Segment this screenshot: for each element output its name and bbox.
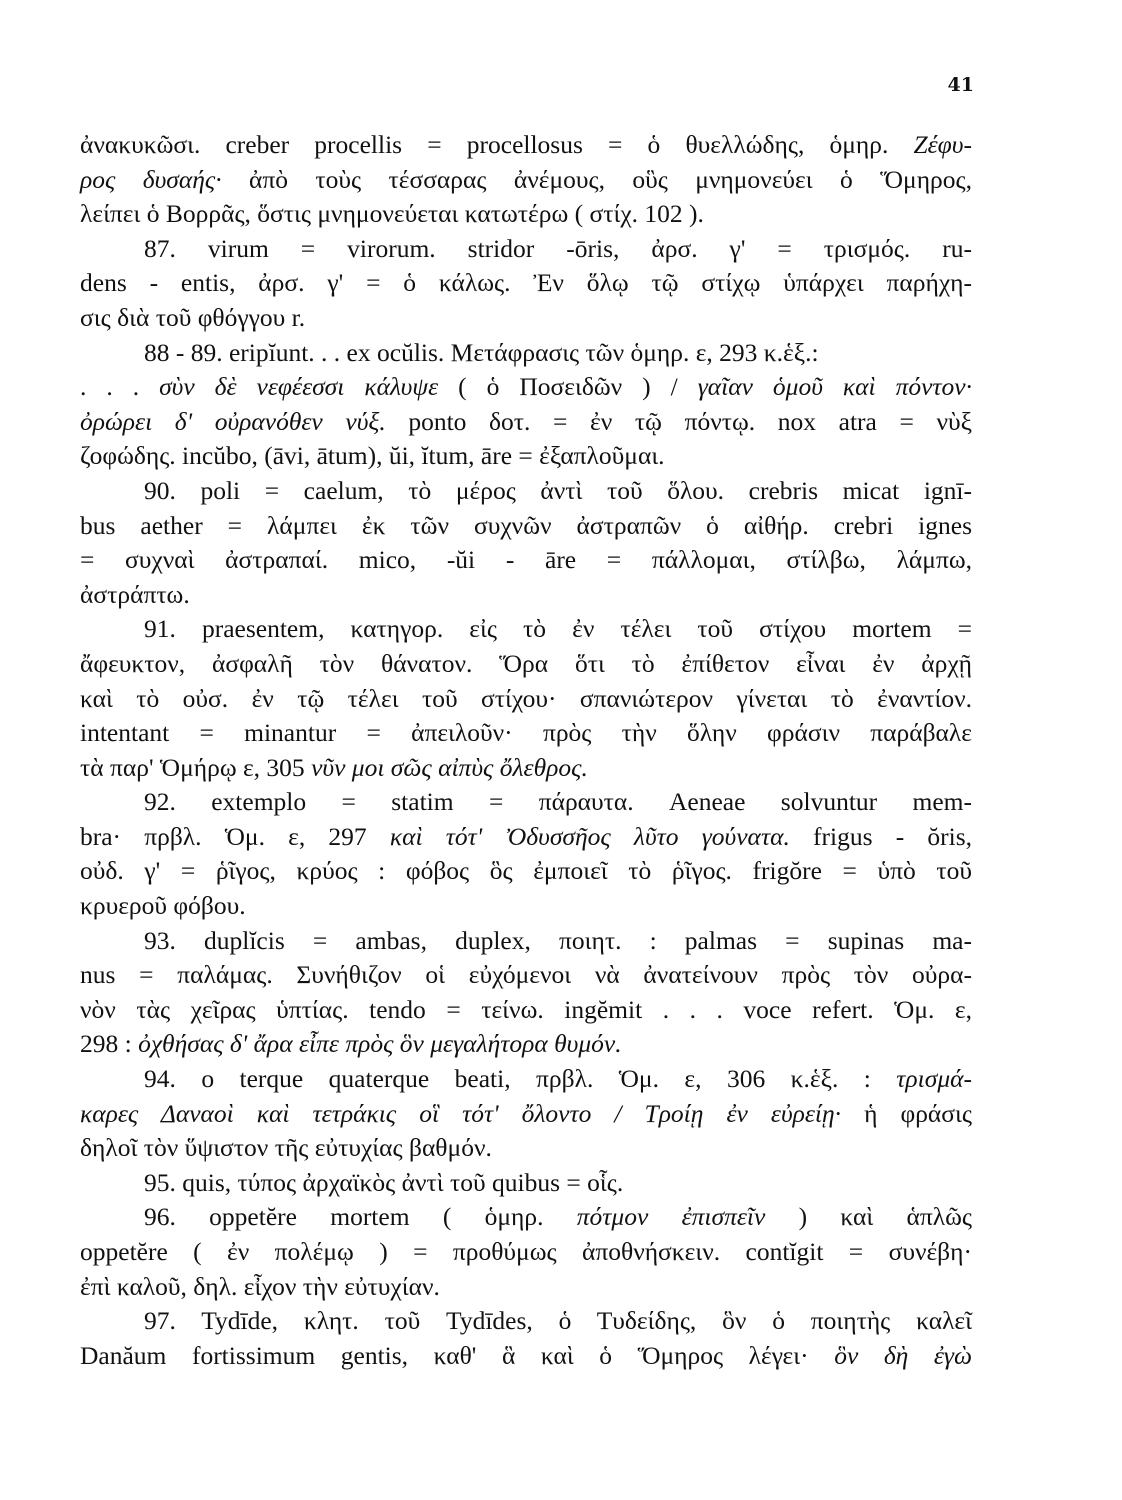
text-segment: nus = παλάμας. Συνήθιζον οἱ εὐχόμενοι νὰ ἀνατείνουν πρὸς τὸν οὐρα- [80, 960, 972, 990]
text-segment: καὶ τὸ οὐσ. ἐν τῷ τέλει τοῦ στίχου· σπανιώτερον γίνεται τὸ ἐναντίον. [80, 683, 972, 713]
text-segment: 95. quis, τύπος ἀρχαϊκὸς ἀντὶ τοῦ quibus = οἷς. [144, 1167, 624, 1197]
text-line [80, 958, 972, 993]
italic-quote: γαῖαν ὁμοῦ καὶ πόντον· [697, 372, 972, 402]
text-line [80, 578, 972, 613]
text-line [80, 163, 972, 198]
text-line [80, 1270, 972, 1305]
text-segment: λείπει ὁ Βορρᾶς, ὅστις μνημονεύεται κατωτέρω ( στίχ. 102 ). [80, 199, 704, 229]
italic-quote: τρισμά- [896, 1064, 972, 1094]
text-segment: δηλοῖ τὸν ὕψιστον τῆς εὐτυχίας βαθμόν. [80, 1133, 492, 1163]
italic-quote: ρος δυσαής· [80, 164, 222, 194]
italic-quote: καὶ τότ' Ὀδυσσῆος λῦτο γούνατα. [389, 821, 790, 851]
text-line [80, 889, 972, 924]
text-segment: 88 - 89. eripĭunt. . . ex ocŭlis. Μετάφρασις τῶν ὁμηρ. ε, 293 κ.ἑξ.: [144, 337, 819, 367]
text-segment: κρυεροῦ φόβου. [80, 891, 246, 921]
text-line [80, 612, 972, 647]
text-line [80, 1062, 972, 1097]
text-segment: ἐπὶ καλοῦ, δηλ. εἶχον τὴν εὐτυχίαν. [80, 1271, 440, 1301]
text-line [80, 682, 972, 717]
text-segment: ζοφώδης. incŭbo, (āvi, ātum), ŭi, ĭtum, āre = ἐξαπλοῦμαι. [80, 441, 665, 471]
text-segment: 87. virum = virorum. stridor -ōris, ἀρσ. γ' = τρισμός. ru- [144, 233, 972, 263]
text-segment: intentant = minantur = ἀπειλοῦν· πρὸς τὴν ὅλην φράσιν παράβαλε [80, 718, 972, 748]
text-line [80, 1166, 972, 1201]
text-line [80, 509, 972, 544]
text-segment: οὐδ. γ' = ῥῖγος, κρύος : φόβος ὃς ἐμποιεῖ τὸ ῥῖγος. frigŏre = ὑπὸ τοῦ [80, 856, 972, 886]
text-line [80, 785, 972, 820]
text-segment: Danăum fortissimum gentis, καθ' ἃ καὶ ὁ Ὅμηρος λέγει· [80, 1340, 835, 1370]
text-line [80, 232, 972, 267]
text-segment: ἡ φράσις [841, 1098, 972, 1128]
italic-quote: καρες Δαναοὶ καὶ τετράκις οἳ τότ' ὄλοντο / Τροίῃ ἐν εὐρείῃ· [80, 1098, 842, 1128]
text-line [80, 266, 972, 301]
text-line [80, 439, 972, 474]
text-segment: oppetĕre ( ἐν πολέμῳ ) = προθύμως ἀποθνήσκειν. contĭgit = συνέβη· [80, 1237, 972, 1266]
text-line [80, 301, 972, 336]
text-segment: ἀστράπτω. [80, 579, 190, 609]
text-line [80, 924, 972, 959]
text-segment: = συχναὶ ἀστραπαί. mico, -ŭi - āre = πάλλομαι, στίλβω, λάμπω, [80, 545, 972, 575]
text-segment: τὰ παρ' Ὁμήρῳ ε, 305 [80, 752, 312, 782]
text-line [80, 1235, 972, 1270]
italic-quote: πότμον ἐπισπεῖν [576, 1202, 766, 1232]
text-segment: ἀπὸ τοὺς τέσσαρας ἀνέμους, οὓς μνημονεύει ὁ Ὅμηρος, [221, 164, 972, 194]
text-line [80, 820, 972, 855]
italic-quote: ὃν δὴ ἐγὼ [834, 1340, 972, 1370]
text-line [80, 1200, 972, 1235]
text-segment: ( ὁ Ποσειδῶν ) / [438, 372, 698, 402]
text-segment: bra· πρβλ. Ὁμ. ε, 297 [80, 821, 390, 851]
text-segment: ἀνακυκῶσι. creber procellis = procellosus = ὁ θυελλώδης, ὁμηρ. [80, 130, 914, 159]
page-number: 41 [947, 74, 974, 96]
text-segment: ἄφευκτον, ἀσφαλῆ τὸν θάνατον. Ὅρα ὅτι τὸ ἐπίθετον εἶναι ἐν ἀρχῇ [80, 648, 972, 678]
text-segment: 92. extemplo = statim = πάραυτα. Aeneae solvuntur mem- [144, 787, 972, 817]
text-line [80, 647, 972, 682]
italic-quote: νῦν μοι σῶς αἰπὺς ὄλεθρος. [311, 752, 588, 782]
commentary-text [80, 128, 972, 1373]
text-line [80, 405, 972, 440]
text-line [80, 336, 972, 371]
italic-quote: ὀχθήσας δ' ἄρα εἶπε πρὸς ὃν μεγαλήτορα θυμόν. [138, 1029, 622, 1059]
text-line [80, 1027, 972, 1062]
text-line [80, 993, 972, 1028]
text-line [80, 370, 972, 405]
text-segment: νὸν τὰς χεῖρας ὑπτίας. tendo = τείνω. ingĕmit . . . voce refert. Ὁμ. ε, [80, 994, 972, 1024]
text-segment: ponto δοτ. = ἐν τῷ πόντῳ. nox atra = νὺξ [385, 406, 972, 436]
text-segment: 97. Tydīde, κλητ. τοῦ Tydīdes, ὁ Τυδείδης, ὃν ὁ ποιητὴς καλεῖ [144, 1306, 972, 1336]
text-line [80, 1131, 972, 1166]
text-segment: bus aether = λάμπει ἐκ τῶν συχνῶν ἀστραπῶν ὁ αἰθήρ. crebri ignes [80, 510, 972, 540]
text-segment: . . . [80, 372, 160, 402]
text-line [80, 751, 972, 786]
text-segment: frigus - ŏris, [789, 821, 973, 851]
text-segment: dens - entis, ἀρσ. γ' = ὁ κάλως. Ἐν ὅλῳ τῷ στίχῳ ὑπάρχει παρήχη- [80, 268, 972, 298]
text-line [80, 1339, 972, 1374]
text-segment: 94. o terque quaterque beati, πρβλ. Ὁμ. ε, 306 κ.ἑξ. : [144, 1064, 897, 1094]
text-line [80, 716, 972, 751]
text-segment: 90. poli = caelum, τὸ μέρος ἀντὶ τοῦ ὅλου. crebris micat ignī- [144, 475, 972, 505]
italic-quote: σὺν δὲ νεφέεσσι κάλυψε [159, 372, 439, 402]
text-segment: σις διὰ τοῦ φθόγγου r. [80, 302, 306, 332]
italic-quote: Ζέφυ- [913, 130, 972, 159]
text-line [80, 1304, 972, 1339]
text-segment: 91. praesentem, κατηγορ. εἰς τὸ ἐν τέλει τοῦ στίχου mortem = [144, 614, 972, 644]
text-line [80, 543, 972, 578]
text-line [80, 1097, 972, 1132]
text-line [80, 197, 972, 232]
text-line [80, 128, 972, 163]
text-segment: 93. duplĭcis = ambas, duplex, ποιητ. : palmas = supinas ma- [144, 925, 972, 955]
text-line [80, 474, 972, 509]
italic-quote: ὀρώρει δ' οὐρανόθεν νύξ. [80, 406, 386, 436]
text-line [80, 854, 972, 889]
text-segment: ) καὶ ἁπλῶς [765, 1202, 973, 1232]
text-segment: 298 : [80, 1029, 139, 1059]
text-segment: 96. oppetĕre mortem ( ὁμηρ. [144, 1202, 577, 1232]
